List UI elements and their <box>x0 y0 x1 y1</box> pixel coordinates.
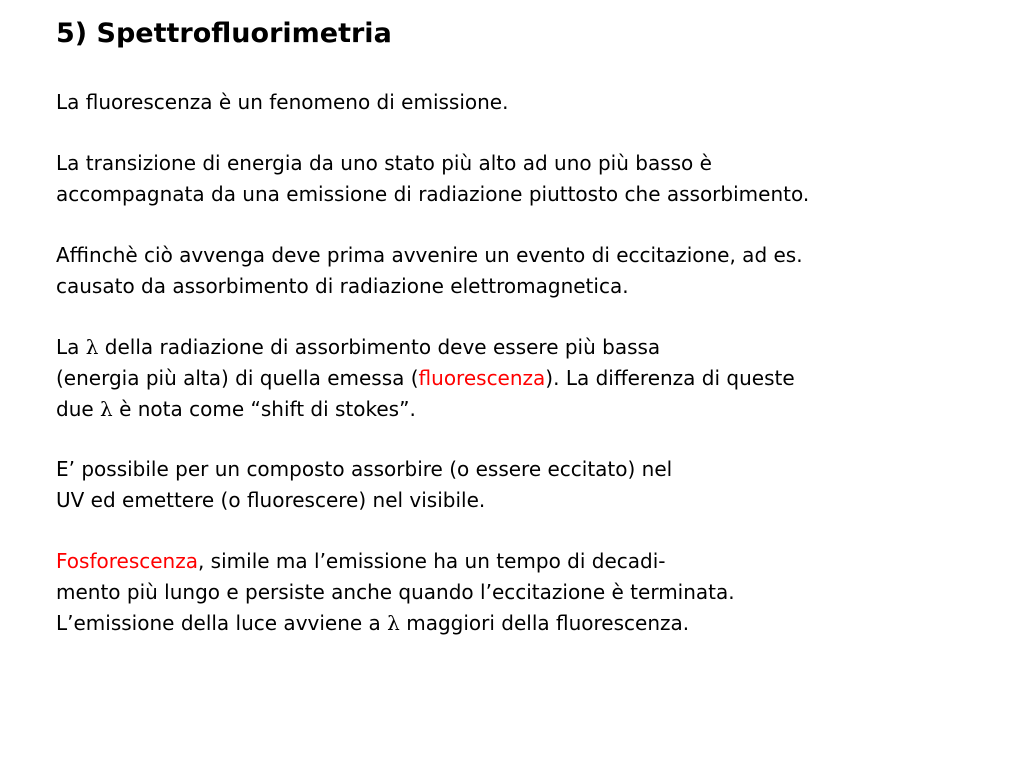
text-line: UV ed emettere (o fluorescere) nel visibile. <box>56 488 486 512</box>
paragraph-stokes-shift <box>56 332 795 425</box>
text-fragment: ). La differenza di queste <box>545 366 795 390</box>
text-fragment: maggiori della fluorescenza. <box>399 611 690 635</box>
text-line <box>56 394 795 425</box>
text-fragment: è nota come “shift di stokes”. <box>112 397 416 421</box>
lambda-symbol: λ <box>387 611 400 635</box>
paragraph-energy-transition <box>56 148 809 210</box>
text-fragment: L’emissione della luce avviene a <box>56 611 388 635</box>
paragraph-phosphorescence <box>56 546 735 639</box>
text-fragment: , simile ma l’emissione ha un tempo di decadi- <box>197 549 666 573</box>
lambda-symbol: λ <box>85 335 99 359</box>
text-fragment: due <box>56 397 101 421</box>
text-line <box>56 546 735 577</box>
lambda-symbol: λ <box>100 397 113 421</box>
paragraph-fluorescence-definition <box>56 87 508 118</box>
highlight-fluorescenza: fluorescenza <box>418 366 546 390</box>
text-line <box>56 363 795 394</box>
text-fragment: (energia più alta) di quella emessa ( <box>56 366 419 390</box>
paragraph-excitation <box>56 240 803 302</box>
highlight-fosforescenza: Fosforescenza <box>56 549 198 573</box>
text-line: La transizione di energia da uno stato più alto ad uno più basso è <box>56 151 712 175</box>
text-line: La fluorescenza è un fenomeno di emissione. <box>56 90 509 114</box>
text-line: Affinchè ciò avvenga deve prima avvenire un evento di eccitazione, ad es. <box>56 243 803 267</box>
text-fragment: della radiazione di assorbimento deve essere più bassa <box>98 335 661 359</box>
paragraph-uv-visible <box>56 454 672 516</box>
text-line <box>56 608 735 639</box>
slide-title: 5) Spettrofluorimetria <box>56 18 392 49</box>
text-fragment: La <box>56 335 86 359</box>
text-line: causato da assorbimento di radiazione elettromagnetica. <box>56 274 629 298</box>
text-line: E’ possibile per un composto assorbire (o essere eccitato) nel <box>56 457 673 481</box>
text-line: mento più lungo e persiste anche quando l’eccitazione è terminata. <box>56 580 735 604</box>
text-line: accompagnata da una emissione di radiazione piuttosto che assorbimento. <box>56 182 810 206</box>
text-line <box>56 332 795 363</box>
